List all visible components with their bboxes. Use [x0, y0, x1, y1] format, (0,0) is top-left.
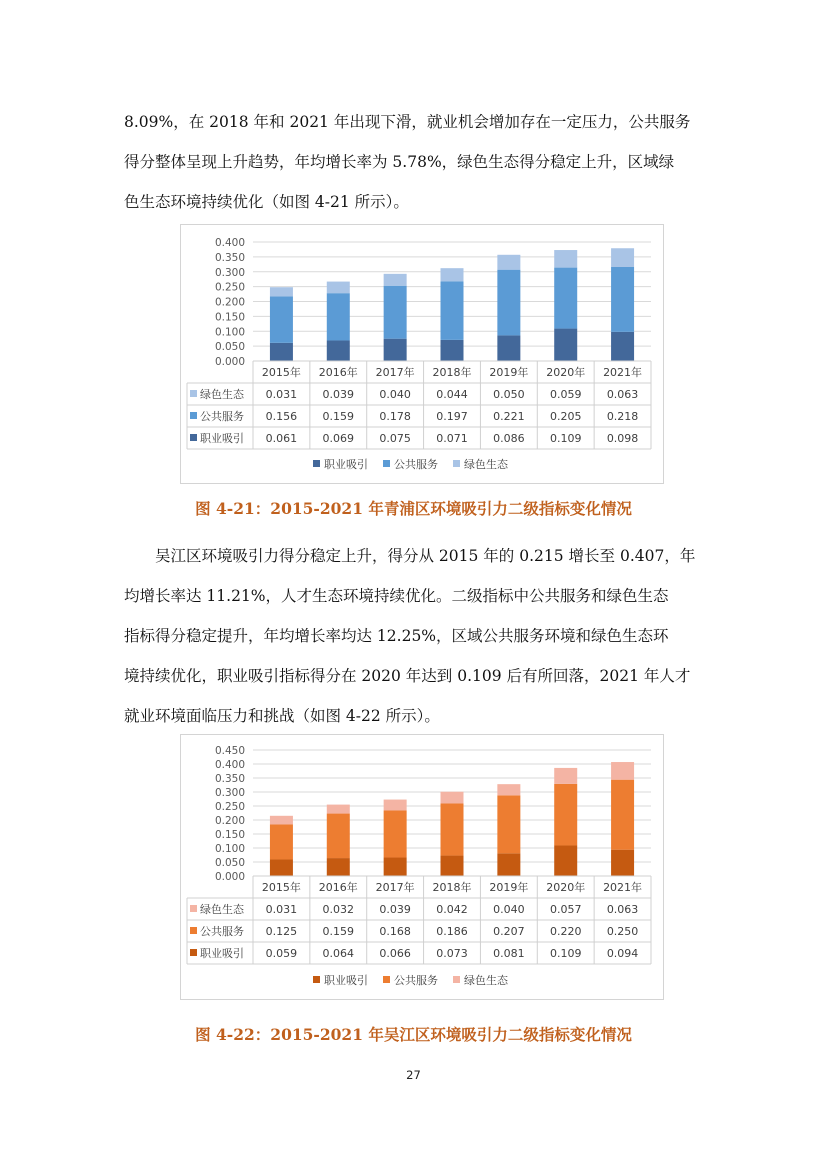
text-line: 均增长率达 11.21%，人才生态环境持续优化。二级指标中公共服务和绿色生态	[124, 587, 669, 605]
x-tick-label: 2016年	[318, 366, 358, 379]
bar-segment	[441, 856, 464, 876]
bar-segment	[384, 274, 407, 286]
bar-segment	[270, 859, 293, 876]
data-label: 0.197	[436, 410, 468, 423]
bar-segment	[441, 281, 464, 340]
data-label: 0.064	[322, 947, 355, 960]
data-label: 0.039	[379, 903, 411, 916]
bar-segment	[611, 332, 634, 361]
data-label: 0.221	[493, 410, 525, 423]
y-tick-label: 0.150	[214, 829, 245, 841]
legend-label: 绿色生态	[464, 458, 508, 471]
table-row-label: 公共服务	[200, 925, 244, 938]
bar-segment	[270, 816, 293, 825]
y-tick-label: 0.350	[214, 251, 245, 264]
data-label: 0.073	[436, 947, 468, 960]
bar-segment	[611, 762, 634, 780]
text-line: 吴江区环境吸引力得分稳定上升，得分从 2015 年的 0.215 增长至 0.407，年	[155, 547, 696, 565]
x-tick-label: 2017年	[375, 881, 415, 894]
data-label: 0.156	[265, 410, 298, 423]
bar-segment	[384, 858, 407, 876]
legend-label: 职业吸引	[324, 458, 368, 471]
y-tick-label: 0.300	[214, 787, 245, 799]
bar-segment	[327, 858, 350, 876]
data-label: 0.168	[379, 925, 411, 938]
bar-segment	[441, 340, 464, 361]
legend-label: 公共服务	[394, 974, 438, 987]
data-label: 0.063	[606, 903, 639, 916]
bar-segment	[554, 845, 577, 876]
bar-segment	[327, 293, 350, 340]
bar-segment	[611, 267, 634, 332]
bar-segment	[554, 784, 577, 846]
y-tick-label: 0.400	[214, 759, 245, 771]
chart-wujiang	[180, 734, 664, 1000]
data-label: 0.039	[322, 388, 355, 401]
data-label: 0.050	[493, 388, 525, 401]
legend-key-swatch	[190, 434, 197, 441]
bar-segment	[441, 268, 464, 281]
text-line: 就业环境面临压力和挑战（如图 4-22 所示）。	[124, 707, 440, 725]
x-tick-label: 2015年	[261, 366, 301, 379]
chart-wujiang-svg	[181, 735, 663, 999]
x-tick-label: 2019年	[489, 366, 529, 379]
legend-key-swatch	[190, 390, 197, 397]
data-label: 0.159	[322, 410, 355, 423]
table-row-label: 公共服务	[200, 410, 244, 423]
y-tick-label: 0.300	[214, 266, 245, 279]
bar-segment	[441, 792, 464, 804]
legend-key-swatch	[190, 927, 197, 934]
bar-segment	[384, 286, 407, 339]
legend-label: 职业吸引	[324, 974, 368, 987]
table-row-label: 绿色生态	[200, 388, 244, 401]
y-tick-label: 0.100	[214, 843, 245, 855]
bar-segment	[611, 850, 634, 876]
legend-key-swatch	[190, 412, 197, 419]
x-tick-label: 2020年	[546, 881, 586, 894]
data-label: 0.031	[265, 388, 298, 401]
y-tick-label: 0.050	[214, 857, 245, 869]
data-label: 0.066	[379, 947, 411, 960]
data-label: 0.159	[322, 925, 355, 938]
figure-caption-4-22: 图 4-22：2015-2021 年吴江区环境吸引力二级指标变化情况	[195, 1025, 632, 1044]
legend-swatch	[383, 460, 390, 467]
table-row-label: 职业吸引	[200, 432, 244, 445]
chart-qingpu	[180, 224, 664, 484]
figure-caption-4-21: 图 4-21：2015-2021 年青浦区环境吸引力二级指标变化情况	[195, 499, 632, 518]
bar-segment	[611, 780, 634, 850]
data-label: 0.086	[493, 432, 525, 445]
data-label: 0.207	[493, 925, 525, 938]
bar-segment	[327, 814, 350, 859]
data-label: 0.205	[549, 410, 582, 423]
text-line: 得分整体呈现上升趋势，年均增长率为 5.78%，绿色生态得分稳定上升，区域绿	[124, 153, 675, 171]
table-row-label: 绿色生态	[200, 903, 244, 916]
bar-segment	[554, 768, 577, 784]
y-tick-label: 0.400	[214, 237, 245, 249]
x-tick-label: 2020年	[546, 366, 586, 379]
data-label: 0.071	[436, 432, 468, 445]
data-label: 0.081	[493, 947, 525, 960]
table-row-label: 职业吸引	[200, 947, 244, 960]
legend-swatch	[453, 976, 460, 983]
bar-segment	[327, 282, 350, 294]
data-label: 0.057	[549, 903, 582, 916]
y-tick-label: 0.350	[214, 773, 245, 785]
bar-segment	[554, 329, 577, 361]
data-label: 0.218	[606, 410, 639, 423]
paragraph-2	[124, 536, 704, 736]
data-label: 0.042	[436, 903, 468, 916]
legend-label: 绿色生态	[464, 974, 508, 987]
data-label: 0.250	[606, 925, 639, 938]
bar-segment	[611, 248, 634, 267]
data-label: 0.098	[606, 432, 639, 445]
chart-qingpu-svg	[181, 225, 663, 483]
bar-segment	[270, 824, 293, 859]
x-tick-label: 2018年	[432, 881, 472, 894]
bar-segment	[497, 853, 520, 876]
bar-segment	[497, 784, 520, 795]
y-tick-label: 0.000	[214, 356, 245, 368]
bar-segment	[384, 339, 407, 361]
y-tick-label: 0.000	[214, 871, 245, 883]
bar-segment	[384, 800, 407, 811]
data-label: 0.032	[322, 903, 355, 916]
data-label: 0.040	[379, 388, 411, 401]
data-label: 0.059	[549, 388, 582, 401]
data-label: 0.063	[606, 388, 639, 401]
page-number: 27	[406, 1068, 421, 1082]
y-tick-label: 0.100	[214, 326, 245, 339]
data-label: 0.044	[436, 388, 468, 401]
x-tick-label: 2015年	[261, 881, 301, 894]
legend-swatch	[383, 976, 390, 983]
data-label: 0.109	[549, 947, 582, 960]
data-label: 0.109	[549, 432, 582, 445]
y-tick-label: 0.450	[214, 745, 245, 757]
y-tick-label: 0.250	[214, 281, 245, 294]
data-label: 0.069	[322, 432, 355, 445]
y-tick-label: 0.250	[214, 801, 245, 813]
x-tick-label: 2018年	[432, 366, 472, 379]
bar-segment	[384, 810, 407, 857]
x-tick-label: 2016年	[318, 881, 358, 894]
bar-segment	[497, 335, 520, 361]
y-tick-label: 0.150	[214, 311, 245, 324]
bar-segment	[554, 268, 577, 329]
text-line: 8.09%，在 2018 年和 2021 年出现下滑，就业机会增加存在一定压力，公共服务	[124, 113, 691, 131]
text-line: 指标得分稳定提升，年均增长率均达 12.25%，区域公共服务环境和绿色生态环	[124, 627, 669, 645]
bar-segment	[497, 270, 520, 336]
bar-segment	[497, 795, 520, 853]
data-label: 0.220	[549, 925, 582, 938]
data-label: 0.040	[493, 903, 525, 916]
data-label: 0.125	[265, 925, 298, 938]
data-label: 0.094	[606, 947, 639, 960]
bar-segment	[270, 343, 293, 361]
legend-label: 公共服务	[394, 458, 438, 471]
legend-key-swatch	[190, 905, 197, 912]
text-line: 境持续优化，职业吸引指标得分在 2020 年达到 0.109 后有所回落，2021 年人才	[124, 667, 691, 685]
x-tick-label: 2021年	[603, 366, 643, 379]
data-label: 0.061	[265, 432, 298, 445]
legend-key-swatch	[190, 949, 197, 956]
data-label: 0.178	[379, 410, 411, 423]
bar-segment	[270, 287, 293, 296]
paragraph-1	[124, 102, 704, 222]
data-label: 0.075	[379, 432, 411, 445]
legend-swatch	[313, 976, 320, 983]
y-tick-label: 0.050	[214, 341, 245, 354]
bar-segment	[270, 296, 293, 342]
legend-swatch	[453, 460, 460, 467]
x-tick-label: 2019年	[489, 881, 529, 894]
y-tick-label: 0.200	[214, 815, 245, 827]
x-tick-label: 2017年	[375, 366, 415, 379]
data-label: 0.031	[265, 903, 298, 916]
bar-segment	[327, 340, 350, 361]
x-tick-label: 2021年	[603, 881, 643, 894]
legend-swatch	[313, 460, 320, 467]
y-tick-label: 0.200	[214, 296, 245, 309]
text-line: 色生态环境持续优化（如图 4-21 所示）。	[124, 193, 409, 211]
bar-segment	[327, 805, 350, 814]
bar-segment	[554, 250, 577, 268]
data-label: 0.186	[436, 925, 468, 938]
bar-segment	[497, 255, 520, 270]
data-label: 0.059	[265, 947, 298, 960]
bar-segment	[441, 803, 464, 855]
